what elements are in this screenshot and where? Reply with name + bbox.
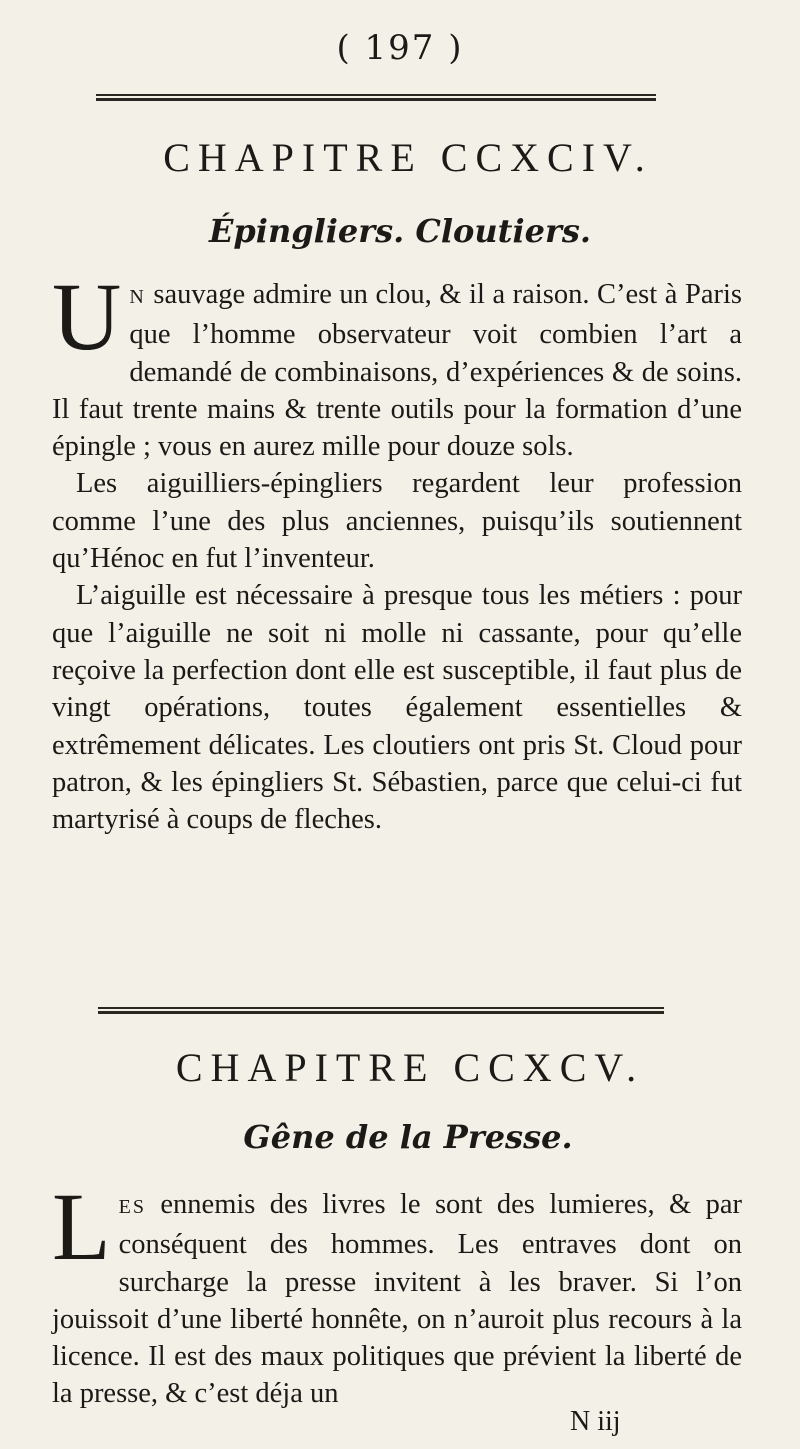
drop-cap: U: [52, 263, 122, 370]
chapter-subtitle: Épingliers. Cloutiers.: [209, 212, 591, 250]
chapter-heading: CHAPITRE CCXCV.: [175, 1045, 645, 1090]
chapter-heading: CHAPITRE CCXCIV.: [163, 135, 653, 180]
top-rule: [96, 94, 656, 101]
drop-cap: L: [52, 1173, 111, 1280]
paragraph-text: sauvage admire un clou, & il a raison. C’est à Paris que l’homme observateur voit combien l’art a demandé de combinaisons, d’expériences & de soins. Il faut trente mains & trente outils pour la formation d’une épingle ; vous en aurez mille pour douze sols.: [52, 279, 742, 463]
chapter-body: [52, 1173, 742, 1413]
page-number: ( 197 ): [336, 28, 464, 68]
small-caps-lead: ES: [118, 1196, 146, 1218]
paragraph: [52, 263, 742, 465]
paragraph: L’aiguille est nécessaire à presque tous les métiers : pour que l’aiguille ne soit ni molle ni cassante, pour qu’elle reçoive la perfection dont elle est susceptible, il faut plus de vingt opérations, toutes également essentielles & extrêmement délicates. Les cloutiers ont pris St. Cloud pour patron, & les épingliers St. Sébastien, parce que celui-ci fut martyrisé à coups de fleches.: [52, 580, 742, 836]
chapter-subtitle: Gêne de la Presse.: [243, 1118, 573, 1156]
section-rule: [98, 1007, 664, 1014]
paragraph: Les aiguilliers-épingliers regardent leur profession comme l’une des plus anciennes, puisqu’ils soutiennent qu’Hénoc en fut l’inventeur.: [52, 468, 742, 575]
paragraph-text: ennemis des livres le sont des lumieres, & par conséquent des hommes. Les entraves dont on surcharge la presse invitent à les braver. Si l’on jouissoit d’une liberté honnête, on n’auroit plus recours à la licence. Il est des maux politiques que prévient la liberté de la presse, & c’est déja un: [52, 1189, 742, 1410]
chapter-body: [52, 263, 742, 838]
paragraph: [52, 1173, 742, 1413]
small-caps-lead: N: [129, 286, 146, 308]
signature-mark: N iij: [570, 1406, 621, 1437]
